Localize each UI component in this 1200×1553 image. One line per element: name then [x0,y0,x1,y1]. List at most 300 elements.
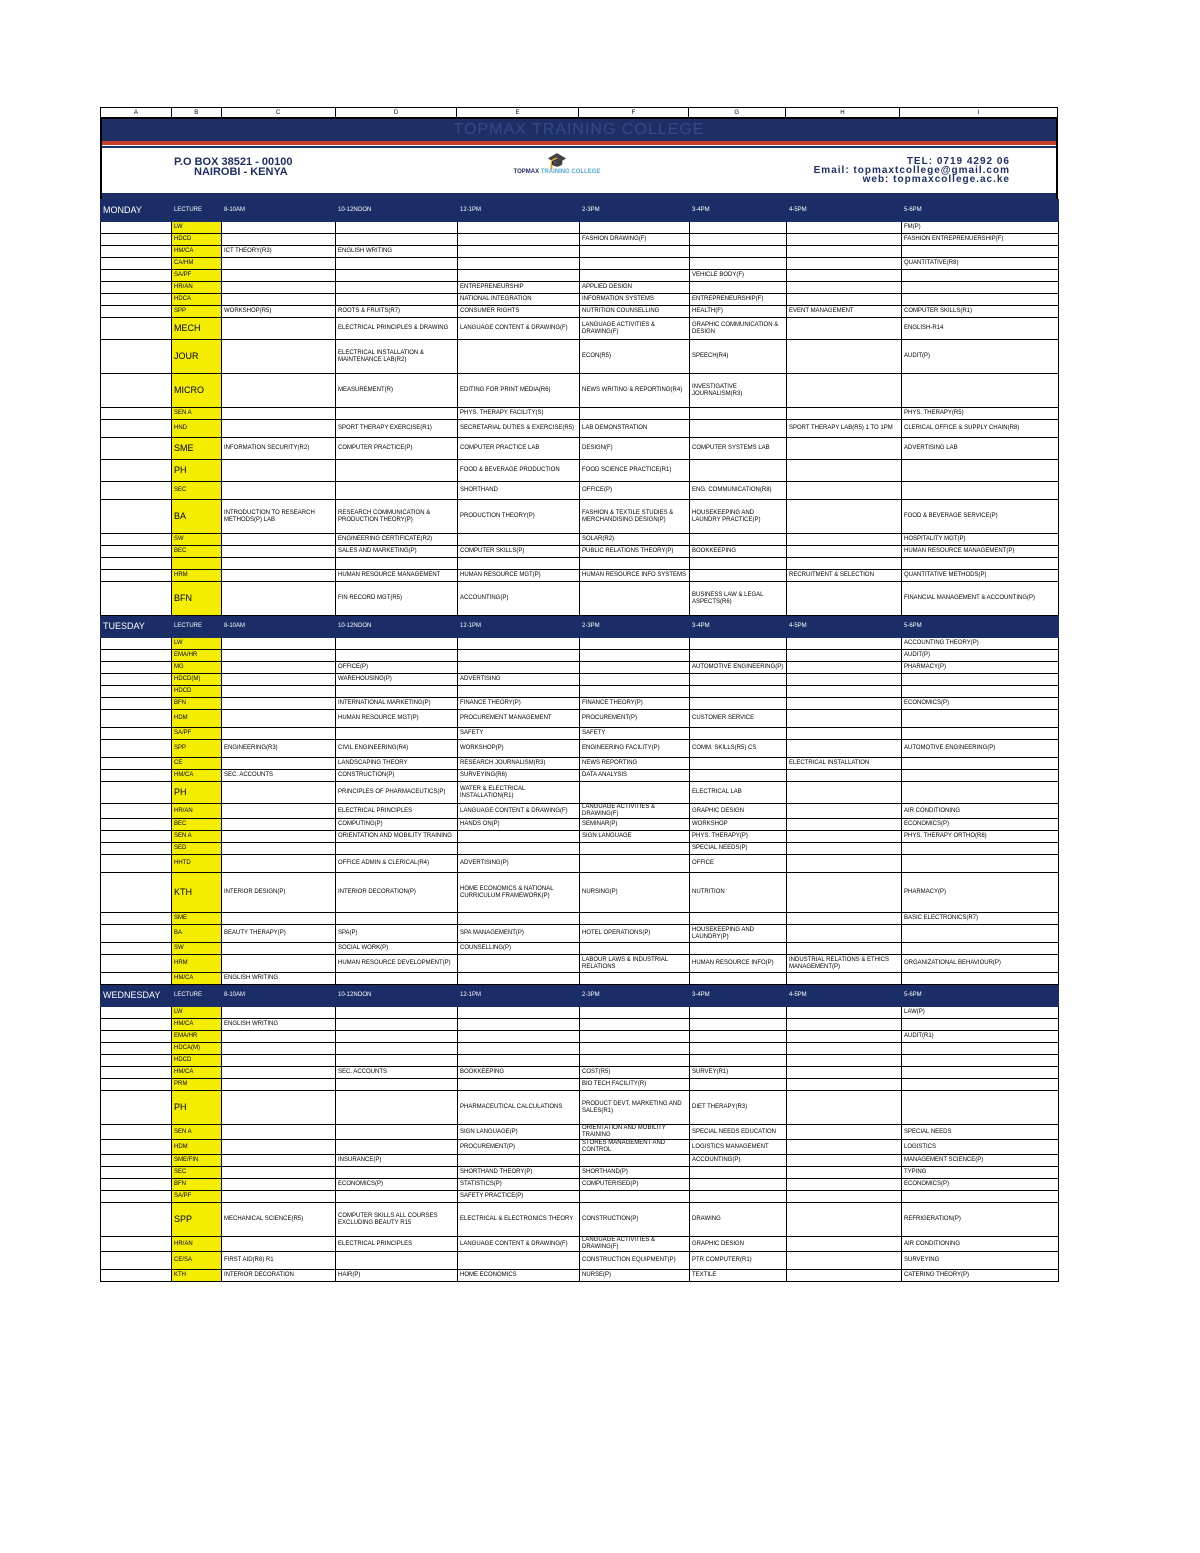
class-cell[interactable] [222,1191,336,1203]
class-cell[interactable]: WORKSHOP(P) [458,740,580,758]
room-cell[interactable]: HRM [172,955,222,973]
class-cell[interactable] [787,258,902,270]
class-cell[interactable]: ADVERTISING(P) [458,855,580,873]
class-cell[interactable] [787,482,902,500]
class-cell[interactable] [787,1091,902,1125]
day-cell[interactable] [101,482,172,500]
day-cell[interactable] [101,770,172,782]
day-cell[interactable] [101,662,172,674]
class-cell[interactable]: COMPUTER SYSTEMS LAB [690,438,787,460]
class-cell[interactable] [787,855,902,873]
room-cell[interactable]: HDM [172,1140,222,1155]
room-cell[interactable]: SME [172,438,222,460]
class-cell[interactable] [787,340,902,374]
class-cell[interactable]: EVENT MANAGEMENT [787,306,902,318]
day-cell[interactable] [101,650,172,662]
class-cell[interactable]: HOTEL OPERATIONS(P) [580,925,690,943]
day-cell[interactable] [101,1125,172,1140]
class-cell[interactable]: COUNSELLING(P) [458,943,580,955]
class-cell[interactable]: ECONOMICS(P) [902,1179,1059,1191]
class-cell[interactable] [222,710,336,728]
class-cell[interactable] [580,843,690,855]
class-cell[interactable]: PHARMACY(P) [902,662,1059,674]
room-cell[interactable]: LECTURE [172,616,222,638]
class-cell[interactable] [336,222,458,234]
class-cell[interactable] [336,1167,458,1179]
class-cell[interactable] [902,1191,1059,1203]
class-cell[interactable] [336,1091,458,1125]
day-cell[interactable] [101,1055,172,1067]
class-cell[interactable] [690,686,787,698]
class-cell[interactable]: ENGLISH-R14 [902,318,1059,340]
day-cell[interactable] [101,873,172,913]
room-cell[interactable]: MICRO [172,374,222,408]
class-cell[interactable] [690,638,787,650]
class-cell[interactable]: CUSTOMER SERVICE [690,710,787,728]
class-cell[interactable]: GRAPHIC COMMUNICATION & DESIGN [690,318,787,340]
class-cell[interactable]: APPLIED DESIGN [580,282,690,294]
class-cell[interactable]: RESEARCH COMMUNICATION & PRODUCTION THEORY(P) [336,500,458,534]
class-cell[interactable]: BOOKKEEPING [458,1067,580,1079]
room-cell[interactable]: HND [172,420,222,438]
class-cell[interactable] [690,913,787,925]
class-cell[interactable]: SHORTHAND(P) [580,1167,690,1179]
class-cell[interactable] [787,843,902,855]
class-cell[interactable]: INTRODUCTION TO RESEARCH METHODS(P) LAB [222,500,336,534]
room-cell[interactable]: KTH [172,1270,222,1282]
class-cell[interactable]: ADVERTISING [458,674,580,686]
class-cell[interactable]: 2-3PM [580,200,690,222]
class-cell[interactable] [222,855,336,873]
class-cell[interactable] [787,1079,902,1091]
class-cell[interactable]: SHORTHAND [458,482,580,500]
class-cell[interactable]: FASHION DRAWING(F) [580,234,690,246]
class-cell[interactable]: WAREHOUSING(P) [336,674,458,686]
class-cell[interactable] [222,482,336,500]
room-cell[interactable]: EMA/HR [172,650,222,662]
day-cell[interactable] [101,638,172,650]
class-cell[interactable] [336,1079,458,1091]
day-cell[interactable] [101,340,172,374]
class-cell[interactable] [690,650,787,662]
class-cell[interactable] [787,408,902,420]
class-cell[interactable]: SPORT THERAPY LAB(R5) 1 TO 1PM [787,420,902,438]
class-cell[interactable] [787,740,902,758]
class-cell[interactable] [222,758,336,770]
class-cell[interactable] [787,674,902,686]
class-cell[interactable]: INTERIOR DESIGN(P) [222,873,336,913]
class-cell[interactable] [787,222,902,234]
room-cell[interactable]: SA/PF [172,270,222,282]
column-header-h[interactable]: H [786,108,901,117]
day-cell[interactable] [101,973,172,985]
class-cell[interactable]: FASHION & TEXTILE STUDIES & MERCHANDISING DESIGN(P) [580,500,690,534]
class-cell[interactable]: INDUSTRIAL RELATIONS & ETHICS MANAGEMENT(P) [787,955,902,973]
class-cell[interactable] [222,698,336,710]
class-cell[interactable] [787,925,902,943]
class-cell[interactable] [902,782,1059,804]
class-cell[interactable]: HUMAN RESOURCE MANAGEMENT [336,570,458,582]
room-cell[interactable]: KTH [172,873,222,913]
class-cell[interactable]: FINANCE THEORY(P) [580,698,690,710]
class-cell[interactable]: AUDIT(P) [902,340,1059,374]
class-cell[interactable] [787,638,902,650]
class-cell[interactable] [458,1043,580,1055]
room-cell[interactable]: SW [172,943,222,955]
room-cell[interactable]: HDM [172,710,222,728]
class-cell[interactable] [690,1031,787,1043]
class-cell[interactable]: CIVIL ENGINEERING(R4) [336,740,458,758]
class-cell[interactable]: RECRUITMENT & SELECTION [787,570,902,582]
class-cell[interactable] [222,294,336,306]
class-cell[interactable]: COMPUTER PRACTICE(P) [336,438,458,460]
class-cell[interactable] [690,770,787,782]
day-cell[interactable] [101,546,172,558]
class-cell[interactable] [222,1007,336,1019]
class-cell[interactable]: ACCOUNTING(P) [458,582,580,616]
room-cell[interactable]: SEN A [172,1125,222,1140]
class-cell[interactable]: SPECIAL NEEDS [902,1125,1059,1140]
class-cell[interactable] [902,246,1059,258]
class-cell[interactable]: WORKSHOP(R5) [222,306,336,318]
class-cell[interactable] [787,438,902,460]
class-cell[interactable] [336,1019,458,1031]
class-cell[interactable] [902,843,1059,855]
class-cell[interactable] [690,408,787,420]
class-cell[interactable]: INTERNATIONAL MARKETING(P) [336,698,458,710]
class-cell[interactable] [222,1125,336,1140]
day-cell[interactable]: MONDAY [101,200,172,222]
room-cell[interactable]: MG [172,662,222,674]
class-cell[interactable] [336,1252,458,1270]
class-cell[interactable] [458,246,580,258]
day-cell[interactable] [101,1031,172,1043]
day-cell[interactable] [101,819,172,831]
class-cell[interactable]: COMPUTING(P) [336,819,458,831]
class-cell[interactable] [902,674,1059,686]
class-cell[interactable]: 4-5PM [787,200,902,222]
day-cell[interactable] [101,686,172,698]
class-cell[interactable] [222,374,336,408]
class-cell[interactable]: FIRST AID(R8) R1 [222,1252,336,1270]
class-cell[interactable] [222,782,336,804]
class-cell[interactable] [902,270,1059,282]
class-cell[interactable] [690,973,787,985]
class-cell[interactable]: FASHION ENTREPRENUERSHIP(F) [902,234,1059,246]
class-cell[interactable]: LABOUR LAWS & INDUSTRIAL RELATIONS [580,955,690,973]
class-cell[interactable]: BEAUTY THERAPY(P) [222,925,336,943]
class-cell[interactable]: 5-6PM [902,985,1059,1007]
class-cell[interactable]: CONSTRUCTION(P) [336,770,458,782]
class-cell[interactable] [336,460,458,482]
class-cell[interactable] [458,955,580,973]
class-cell[interactable] [222,955,336,973]
class-cell[interactable] [902,1079,1059,1091]
class-cell[interactable] [336,1055,458,1067]
class-cell[interactable]: CLERICAL OFFICE & SUPPLY CHAIN(R8) [902,420,1059,438]
class-cell[interactable]: OFFICE [690,855,787,873]
class-cell[interactable] [690,420,787,438]
class-cell[interactable]: HOSPITALITY MGT(P) [902,534,1059,546]
class-cell[interactable] [690,222,787,234]
class-cell[interactable]: STATISTICS(P) [458,1179,580,1191]
class-cell[interactable] [222,420,336,438]
day-cell[interactable] [101,258,172,270]
class-cell[interactable] [222,1091,336,1125]
class-cell[interactable]: LANDSCAPING THEORY [336,758,458,770]
class-cell[interactable]: BIO TECH FACILITY(R) [580,1079,690,1091]
class-cell[interactable] [787,943,902,955]
room-cell[interactable]: SPP [172,740,222,758]
class-cell[interactable]: COMPUTER PRACTICE LAB [458,438,580,460]
class-cell[interactable] [902,758,1059,770]
class-cell[interactable] [690,1019,787,1031]
class-cell[interactable]: ELECTRICAL LAB [690,782,787,804]
class-cell[interactable]: ACCOUNTING THEORY(P) [902,638,1059,650]
class-cell[interactable] [336,270,458,282]
class-cell[interactable] [580,674,690,686]
class-cell[interactable]: NUTRITION [690,873,787,913]
class-cell[interactable]: NURSE(P) [580,1270,690,1282]
class-cell[interactable] [222,943,336,955]
class-cell[interactable] [580,650,690,662]
class-cell[interactable] [336,1007,458,1019]
class-cell[interactable]: COMPUTER SKILLS(R1) [902,306,1059,318]
day-cell[interactable] [101,740,172,758]
class-cell[interactable] [222,1167,336,1179]
class-cell[interactable] [336,258,458,270]
class-cell[interactable] [787,1140,902,1155]
class-cell[interactable] [787,1019,902,1031]
class-cell[interactable] [222,546,336,558]
class-cell[interactable] [902,1091,1059,1125]
class-cell[interactable] [787,1155,902,1167]
class-cell[interactable]: SOCIAL WORK(P) [336,943,458,955]
class-cell[interactable]: 5-6PM [902,200,1059,222]
class-cell[interactable]: COMPUTER SKILLS(P) [458,546,580,558]
room-cell[interactable]: SED [172,843,222,855]
class-cell[interactable]: ENGLISH WRITING [222,1019,336,1031]
room-cell[interactable]: SA/PF [172,728,222,740]
class-cell[interactable]: QUANTITATIVE(R8) [902,258,1059,270]
room-cell[interactable]: SPP [172,1203,222,1237]
class-cell[interactable] [787,374,902,408]
day-cell[interactable] [101,246,172,258]
class-cell[interactable] [690,246,787,258]
class-cell[interactable]: ENTREPRENEURSHIP(F) [690,294,787,306]
class-cell[interactable]: PHYS. THERAPY ORTHO(R8) [902,831,1059,843]
class-cell[interactable]: NURSING(P) [580,873,690,913]
class-cell[interactable] [787,698,902,710]
day-cell[interactable] [101,1007,172,1019]
class-cell[interactable] [580,1155,690,1167]
room-cell[interactable]: HM/CA [172,973,222,985]
day-cell[interactable] [101,282,172,294]
class-cell[interactable] [787,1125,902,1140]
day-cell[interactable] [101,1155,172,1167]
class-cell[interactable]: ENGINEERING(R3) [222,740,336,758]
room-cell[interactable]: HM/CA [172,770,222,782]
class-cell[interactable] [787,234,902,246]
room-cell[interactable]: HM/CA [172,246,222,258]
class-cell[interactable] [222,1067,336,1079]
class-cell[interactable]: QUANTITATIVE METHODS(P) [902,570,1059,582]
class-cell[interactable] [336,913,458,925]
class-cell[interactable] [787,1179,902,1191]
class-cell[interactable] [902,460,1059,482]
room-cell[interactable]: HDCA [172,294,222,306]
class-cell[interactable] [458,258,580,270]
class-cell[interactable]: SPORT THERAPY EXERCISE(R1) [336,420,458,438]
day-cell[interactable] [101,1140,172,1155]
day-cell[interactable] [101,728,172,740]
class-cell[interactable]: SURVEY(R1) [690,1067,787,1079]
class-cell[interactable] [222,270,336,282]
class-cell[interactable]: PHYS. THERAPY(R5) [902,408,1059,420]
class-cell[interactable]: PRINCIPLES OF PHARMACEUTICS(P) [336,782,458,804]
class-cell[interactable]: NATIONAL INTEGRATION [458,294,580,306]
day-cell[interactable] [101,438,172,460]
class-cell[interactable]: 3-4PM [690,985,787,1007]
class-cell[interactable]: INFORMATION SECURITY(R2) [222,438,336,460]
class-cell[interactable]: SPECIAL NEEDS(P) [690,843,787,855]
class-cell[interactable] [787,662,902,674]
class-cell[interactable] [580,782,690,804]
room-cell[interactable]: CE/SA [172,1252,222,1270]
class-cell[interactable]: HUMAN RESOURCE INFO(P) [690,955,787,973]
class-cell[interactable] [580,246,690,258]
class-cell[interactable] [787,873,902,913]
room-cell[interactable]: HDCD [172,234,222,246]
class-cell[interactable]: LANGUAGE ACTIVITIES & DRAWING(F) [580,318,690,340]
class-cell[interactable]: BUSINESS LAW & LEGAL ASPECTS(R6) [690,582,787,616]
day-cell[interactable] [101,1179,172,1191]
room-cell[interactable]: HDCD [172,686,222,698]
class-cell[interactable] [580,582,690,616]
class-cell[interactable] [580,258,690,270]
class-cell[interactable]: ELECTRICAL INSTALLATION [787,758,902,770]
class-cell[interactable] [336,728,458,740]
class-cell[interactable]: ENG. COMMUNICATION(R8) [690,482,787,500]
class-cell[interactable]: SPA(P) [336,925,458,943]
class-cell[interactable] [458,534,580,546]
class-cell[interactable]: ADVERTISING LAB [902,438,1059,460]
day-cell[interactable] [101,1091,172,1125]
class-cell[interactable]: LAB DEMONSTRATION [580,420,690,438]
room-cell[interactable]: SA/PF [172,1191,222,1203]
class-cell[interactable]: 3-4PM [690,200,787,222]
class-cell[interactable]: PHYS. THERAPY(P) [690,831,787,843]
class-cell[interactable]: AUTOMOTIVE ENGINEERING(P) [690,662,787,674]
class-cell[interactable] [458,662,580,674]
class-cell[interactable]: LANGUAGE ACTIVITIES & DRAWING(F) [580,804,690,819]
class-cell[interactable]: ENTREPRENEURSHIP [458,282,580,294]
room-cell[interactable]: BA [172,500,222,534]
class-cell[interactable] [222,728,336,740]
class-cell[interactable] [902,1043,1059,1055]
class-cell[interactable] [580,855,690,873]
class-cell[interactable]: SIGN LANGUAGE [580,831,690,843]
class-cell[interactable] [222,534,336,546]
class-cell[interactable] [336,1031,458,1043]
room-cell[interactable]: HR/AN [172,1237,222,1252]
class-cell[interactable]: NEWS REPORTING [580,758,690,770]
class-cell[interactable]: ELECTRICAL INSTALLATION & MAINTENANCE LAB(R2) [336,340,458,374]
class-cell[interactable] [580,222,690,234]
class-cell[interactable]: SECRETARIAL DUTIES & EXERCISE(R5) [458,420,580,438]
class-cell[interactable] [902,294,1059,306]
class-cell[interactable]: GRAPHIC DESIGN [690,804,787,819]
class-cell[interactable] [902,855,1059,873]
room-cell[interactable]: CE [172,758,222,770]
class-cell[interactable]: CATERING THEORY(P) [902,1270,1059,1282]
class-cell[interactable]: BASIC ELECTRONICS(R7) [902,913,1059,925]
column-header-g[interactable]: G [689,108,786,117]
class-cell[interactable]: REFRIGERATION(P) [902,1203,1059,1237]
class-cell[interactable]: PROCUREMENT(P) [580,710,690,728]
class-cell[interactable] [787,1031,902,1043]
class-cell[interactable]: ENGLISH WRITING [222,973,336,985]
class-cell[interactable]: LANGUAGE CONTENT & DRAWING(F) [458,318,580,340]
class-cell[interactable] [787,973,902,985]
class-cell[interactable] [458,650,580,662]
class-cell[interactable] [222,234,336,246]
class-cell[interactable]: HUMAN RESOURCE MGT(P) [458,570,580,582]
room-cell[interactable]: JOUR [172,340,222,374]
room-cell[interactable]: BFN [172,1179,222,1191]
class-cell[interactable]: SALES AND MARKETING(P) [336,546,458,558]
class-cell[interactable]: AUTOMOTIVE ENGINEERING(P) [902,740,1059,758]
class-cell[interactable]: INTERIOR DECORATION [222,1270,336,1282]
day-cell[interactable]: WEDNESDAY [101,985,172,1007]
class-cell[interactable] [458,1055,580,1067]
class-cell[interactable] [458,222,580,234]
class-cell[interactable]: CONSTRUCTION(P) [580,1203,690,1237]
room-cell[interactable]: SW [172,534,222,546]
class-cell[interactable] [222,686,336,698]
room-cell[interactable]: MECH [172,318,222,340]
class-cell[interactable] [787,710,902,728]
class-cell[interactable] [336,1043,458,1055]
column-header-i[interactable]: I [977,110,980,116]
class-cell[interactable]: 2-3PM [580,985,690,1007]
class-cell[interactable] [787,686,902,698]
room-cell[interactable]: LECTURE [172,200,222,222]
class-cell[interactable] [458,270,580,282]
class-cell[interactable] [787,728,902,740]
room-cell[interactable]: SME [172,913,222,925]
class-cell[interactable] [336,1125,458,1140]
class-cell[interactable] [902,1055,1059,1067]
class-cell[interactable] [458,1155,580,1167]
room-cell[interactable]: LW [172,1007,222,1019]
class-cell[interactable] [580,973,690,985]
class-cell[interactable]: 12-1PM [458,200,580,222]
day-cell[interactable] [101,710,172,728]
room-cell[interactable]: HDCD(M) [172,674,222,686]
class-cell[interactable] [458,973,580,985]
class-cell[interactable] [902,943,1059,955]
day-cell[interactable] [101,855,172,873]
class-cell[interactable] [336,843,458,855]
class-cell[interactable] [787,460,902,482]
class-cell[interactable]: PHARMACY(P) [902,873,1059,913]
class-cell[interactable]: ICT THEORY(R3) [222,246,336,258]
class-cell[interactable]: VEHICLE BODY(F) [690,270,787,282]
day-cell[interactable] [101,1237,172,1252]
class-cell[interactable] [580,662,690,674]
day-cell[interactable] [101,758,172,770]
